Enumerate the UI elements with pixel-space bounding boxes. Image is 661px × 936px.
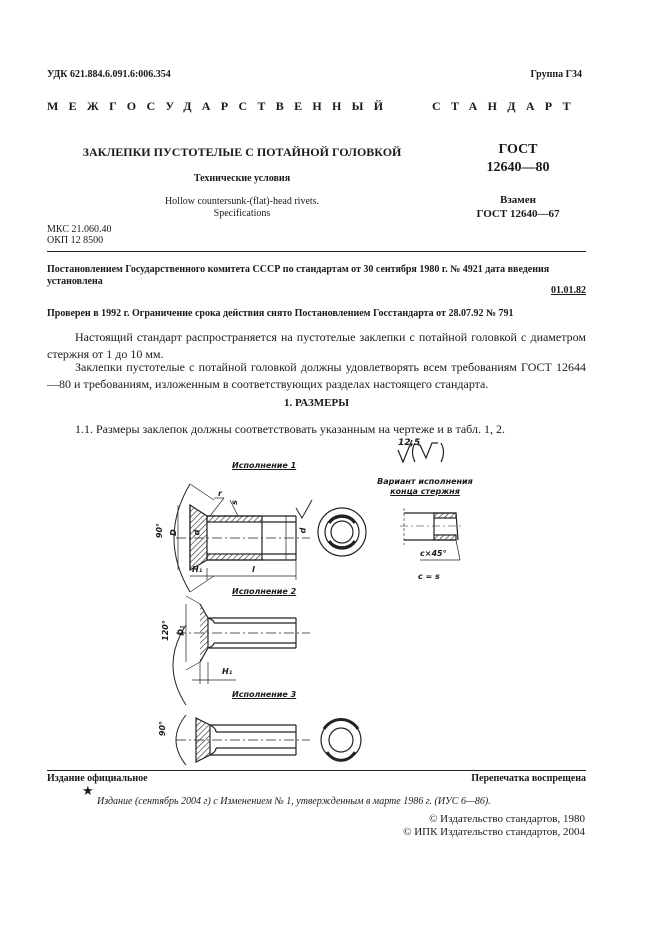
angle-label-1: 90° [155,522,165,539]
paragraph-1-1: 1.1. Размеры заклепок должны соответствовать указанным на чертеже и в табл. 1, 2. [75,422,505,436]
execution-2-label: Исполнение 2 [232,587,297,596]
paragraph-scope: Настоящий стандарт распространяется на пустотелые заклепки с потайной головкой с диаметром стержня от 1 до 10 мм. [47,330,586,361]
standard-type-right: СТАНДАРТ [432,99,581,113]
dim-d-shank-label: d [298,527,308,534]
dim-H1-label-2: H₁ [222,667,233,676]
gost-label: ГОСТ [498,142,538,157]
introduction-date: 01.01.82 [551,285,586,296]
dim-H1-label: H₁ [192,565,203,574]
roughness-value: 12,5 [398,438,421,448]
dim-d-head-label: d [192,529,202,536]
dim-s-label: s [229,500,239,505]
copyright-2004: © ИПК Издательство стандартов, 2004 [403,826,585,838]
variant-label-line2: конца стержня [390,487,460,496]
official-edition: Издание официальное [47,773,148,784]
english-title-line2: Specifications [213,208,271,219]
c-equals-s-label: c = s [418,572,440,581]
dim-l-label: l [252,565,255,574]
execution-3-label: Исполнение 3 [232,690,297,699]
star-icon: ★ [82,783,94,798]
dim-r-label: r [218,489,222,498]
dim-D1-label: D₁ [176,625,186,636]
replace-number: ГОСТ 12640—67 [476,208,560,220]
check-note: Проверен в 1992 г. Ограничение срока действия снято Постановлением Госстандарта от 28.07.92 № 791 [47,308,514,319]
standard-type-left: МЕЖГОСУДАРСТВЕННЫЙ [47,99,394,113]
variant-label-line1: Вариант исполнения [377,477,473,486]
group-code: Группа Г34 [530,69,582,80]
okp-code: ОКП 12 8500 [47,235,104,246]
dim-D-label: D [168,529,178,536]
decree-text: Постановлением Государственного комитета СССР по стандартам от 30 сентября 1980 г. № 4921 дата введения установлена [47,264,550,287]
english-title-line1: Hollow countersunk-(flat)-head rivets. [164,196,320,207]
edition-note: Издание (сентябрь 2004 г) с Изменением № 1, утвержденным в марте 1986 г. (ИУС 6—86). [97,796,491,807]
mks-code: МКС 21.060.40 [47,224,112,235]
chamfer-label: c×45° [420,549,447,558]
footer-divider [47,770,586,771]
replace-label: Взамен [500,194,536,206]
execution-1-label: Исполнение 1 [232,461,297,470]
document-subtitle: Технические условия [193,173,291,184]
copyright-1980: © Издательство стандартов, 1980 [429,813,585,825]
angle-label-2: 120° [160,620,170,641]
angle-label-3: 90° [158,720,168,737]
reprint-notice: Перепечатка воспрещена [471,773,586,784]
udk-code: УДК 621.884.6.091.6:006.354 [47,69,171,80]
gost-number: 12640—80 [486,160,550,175]
paragraph-requirements: Заклепки пустотелые с потайной головкой должны удовлетворять всем требованиям ГОСТ 12644—80 и требованиям, изложенным в соответствующих разделах настоящего стандарта. [47,360,586,391]
section-heading-dimensions: 1. РАЗМЕРЫ [283,397,350,409]
document-title: ЗАКЛЕПКИ ПУСТОТЕЛЫЕ С ПОТАЙНОЙ ГОЛОВКОЙ [82,145,402,159]
